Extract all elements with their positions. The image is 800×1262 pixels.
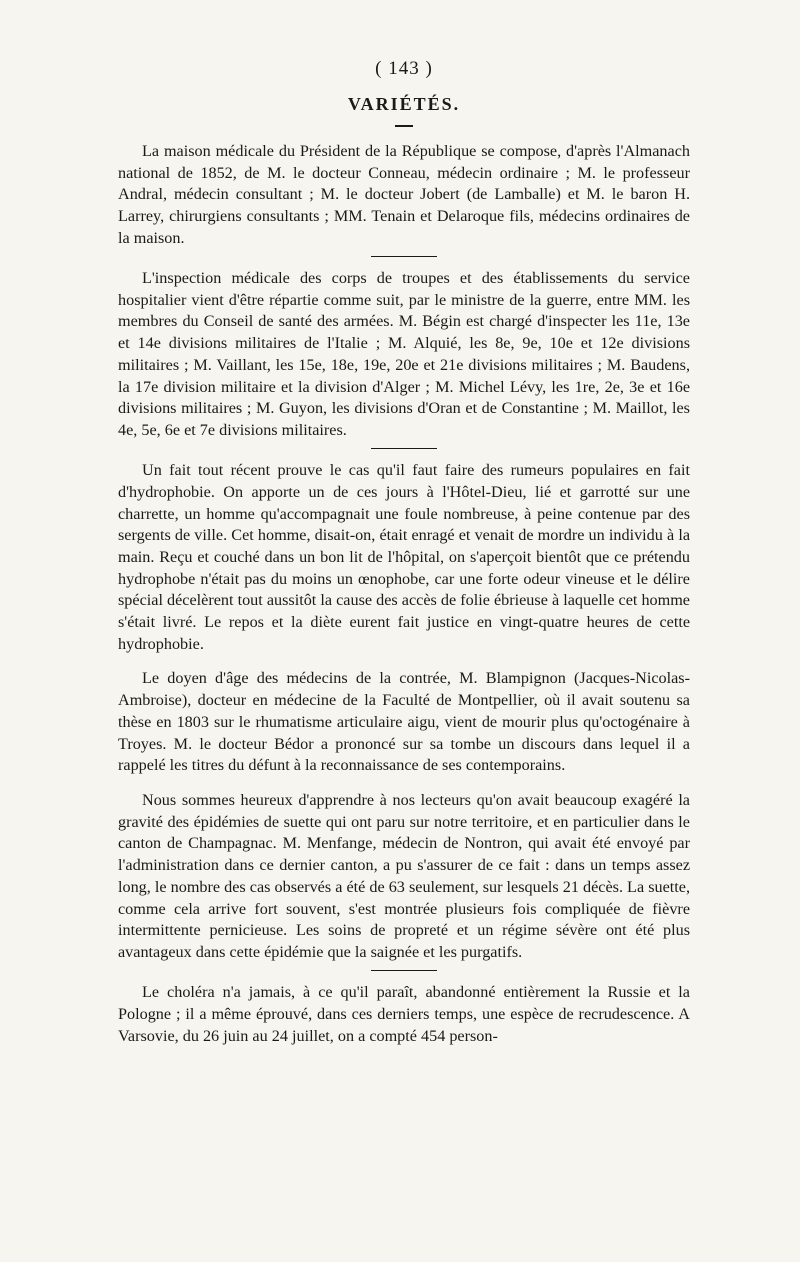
title-dash [395, 125, 413, 127]
section-title: VARIÉTÉS. [347, 94, 461, 114]
paragraph-maison-medicale: La maison médicale du Président de la République se compose, d'après l'Almanach national de 1852, de M. le docteur Conneau, médecin ordinaire ; M. le professeur Andral, médecin consultant ; M. le docteur Jobert (de Lamballe) et M. le baron H. Larrey, chirurgiens consultants ; MM. Tenain et Delaroque fils, médecins ordinaires de la maison. [118, 142, 690, 247]
paragraph-spacer [118, 655, 690, 668]
paragraph-suette: Nous sommes heureux d'apprendre à nos lecteurs qu'on avait beaucoup exagéré la gravité des épidémies de suette qui ont paru sur notre territoire, et en particulier dans le canton de Champagnac. M. Menfange, médecin de Nontron, qui avait été envoyé par l'administration dans ce dernier canton, a pu s'assurer de ce fait : dans un temps assez long, le nombre des cas observés a été de 63 seulement, sur lesquels 21 décès. La suette, comme cela arrive fort souvent, s'est montrée plusieurs fois compliquée de fièvre intermittente pernicieuse. Les soins de propreté et un régime sévère ont été plus avantageux dans cette épidémie que la saignée et les purgatifs. [118, 790, 690, 961]
paragraph-inspection-medicale: L'inspection médicale des corps de troupes et des établissements du service hospitalier vient d'être répartie comme suit, par le ministre de la guerre, entre MM. les membres du Conseil de santé des armées. M. Bégin est chargé d'inspecter les 11e, 13e et 14e divisions militaires de l'Italie ; M. Alquié, les 8e, 9e, 10e et 12e divisions militaires ; M. Vaillant, les 15e, 18e, 19e, 20e et 21e divisions militaires ; M. Baudens, la 17e division militaire et la division d'Alger ; M. Michel Lévy, les 1re, 2e, 3e et 16e divisions militaires ; M. Guyon, les divisions d'Oran et de Constantine ; M. Maillot, les 4e, 5e, 6e et 7e divisions militaires. [118, 269, 690, 439]
paragraph-hydrophobie: Un fait tout récent prouve le cas qu'il faut faire des rumeurs populaires en fait d'hydrophobie. On apporte un de ces jours à l'Hôtel-Dieu, lié et garrotté sur une charrette, un homme qu'accompagnait une foule nombreuse, à peine contenue par des sergents de ville. Cet homme, disait-on, était enragé et venait de mordre un individu à la main. Reçu et couché dans un bon lit de l'hôpital, on s'aperçoit bientôt que ce prétendu hydrophobe n'était pas du moins un œnophobe, car une forte odeur vineuse et le délire spécial décelèrent tout aussitôt la cause des accès de folie ébrieuse à laquelle cet homme s'était livré. Le repos et la diète eurent fait justice en vingt-quatre heures de cette hydrophobie. [118, 461, 690, 653]
paragraph-spacer [118, 777, 690, 790]
paragraph-cholera: Le choléra n'a jamais, à ce qu'il paraît, abandonné entièrement la Russie et la Pologne ; il a même éprouvé, dans ces derniers temps, une espèce de recrudescence. A Varsovie, du 26 juin au 24 juillet, on a compté 454 person- [118, 983, 690, 1045]
paragraph-doyen-medecins: Le doyen d'âge des médecins de la contrée, M. Blampignon (Jacques-Nicolas-Ambroise), docteur en médecine de la Faculté de Montpellier, où il avait soutenu sa thèse en 1803 sur le rhumatisme articulaire aigu, vient de mourir plus qu'octogénaire à Troyes. M. le docteur Bédor a prononcé sur sa tombe un discours dans lequel il a rappelé les titres du défunt à la reconnaissance de ses contemporains. [118, 669, 690, 775]
page-number: ( 143 ) [375, 58, 433, 79]
section-separator [371, 970, 437, 972]
section-separator [371, 256, 437, 258]
section-separator [371, 448, 437, 450]
